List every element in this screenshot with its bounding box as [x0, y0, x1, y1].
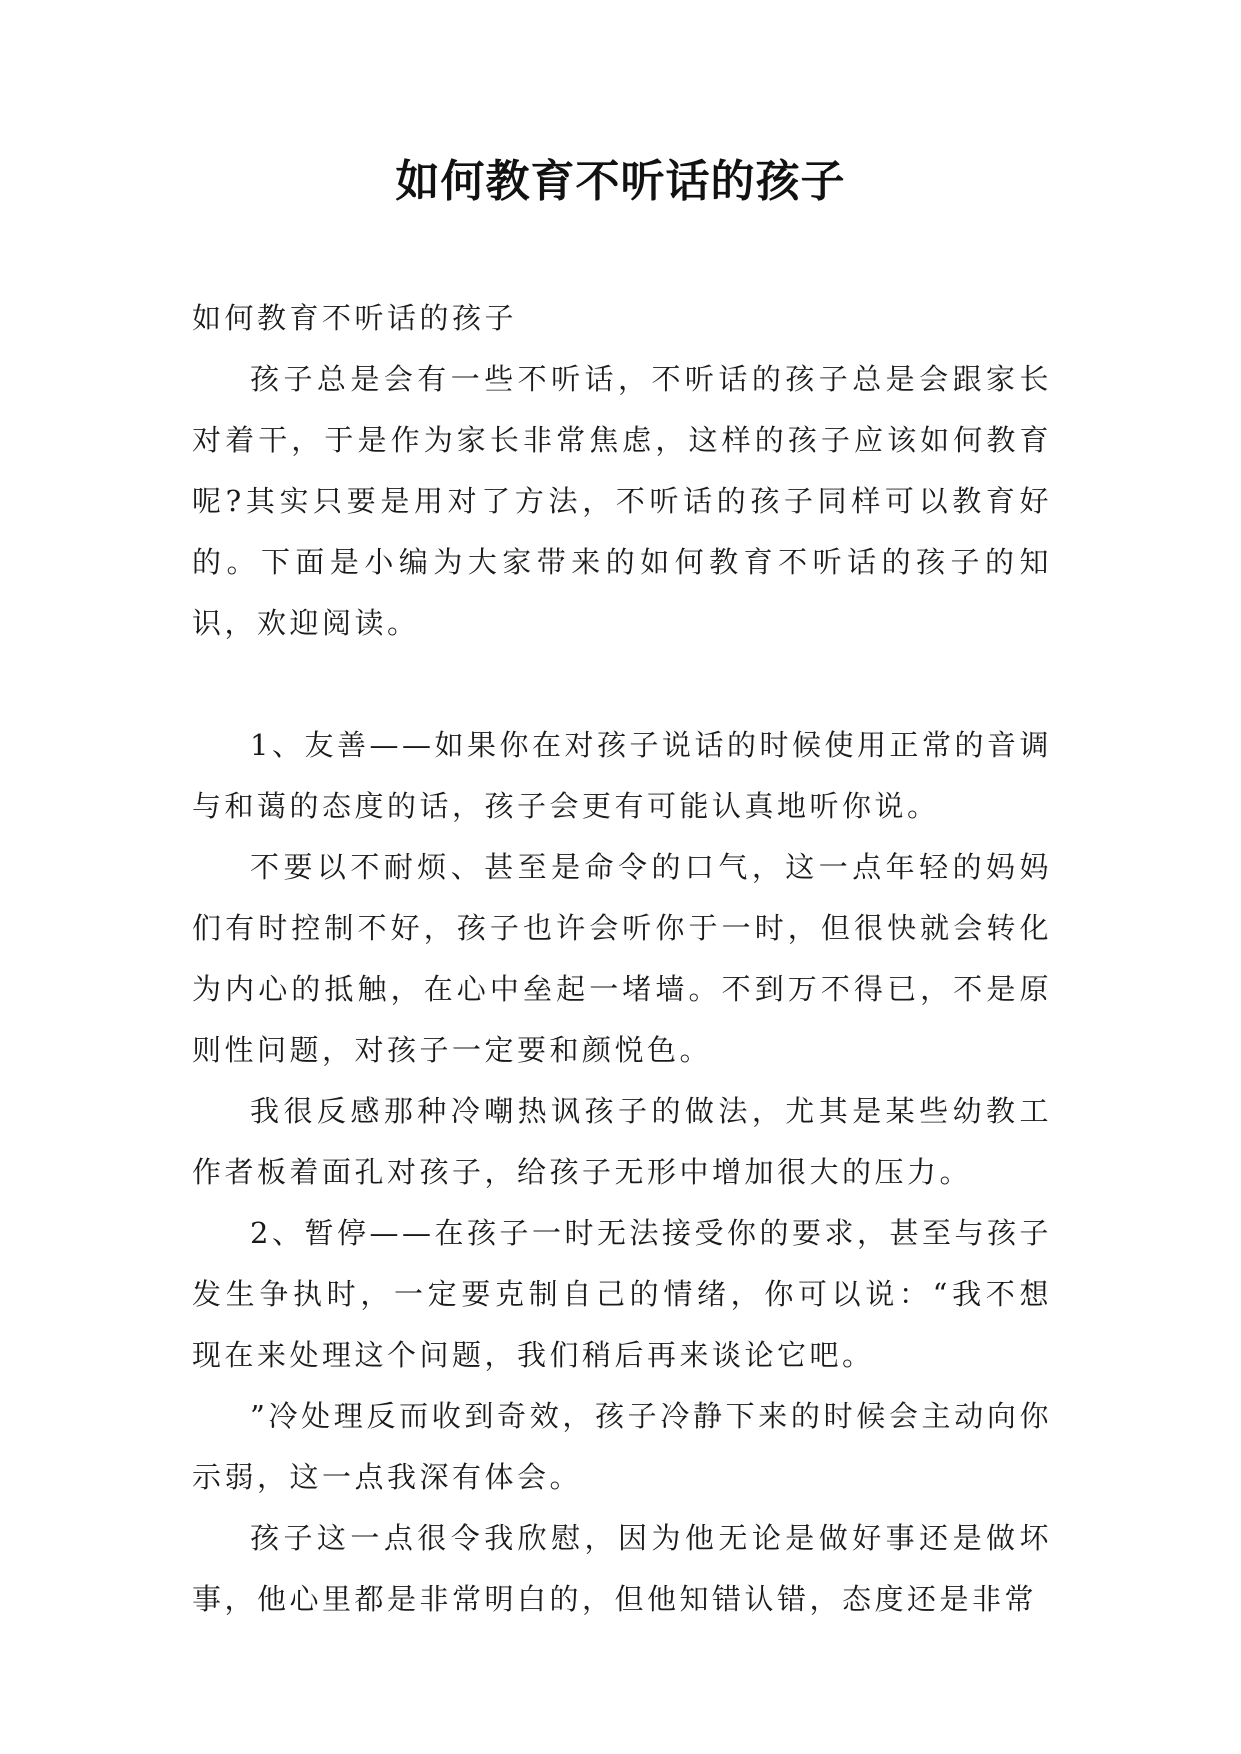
- document-title: 如何教育不听话的孩子: [395, 156, 846, 207]
- document-subtitle: 如何教育不听话的孩子: [192, 301, 518, 335]
- paragraph-no-impatience: 不要以不耐烦、甚至是命令的口气，这一点年轻的妈妈们有时控制不好，孩子也许会听你于一时，但很快就会转化为内心的抵触，在心中垒起一堵墙。不到万不得已，不是原则性问题，对孩子一定要和颜悦色。: [192, 850, 1052, 1067]
- paragraph-gap: [192, 654, 1052, 715]
- paragraph-cool-handling: ”冷处理反而收到奇效，孩子冷静下来的时候会主动向你示弱，这一点我深有体会。: [192, 1399, 1052, 1494]
- paragraph-sarcasm: 我很反感那种冷嘲热讽孩子的做法，尤其是某些幼教工作者板着面孔对孩子，给孩子无形中增加很大的压力。: [192, 1094, 1052, 1189]
- paragraph-gratified: 孩子这一点很令我欣慰，因为他无论是做好事还是做坏事，他心里都是非常明白的，但他知错认错，态度还是非常: [192, 1521, 1052, 1616]
- paragraph-intro: 孩子总是会有一些不听话，不听话的孩子总是会跟家长对着干，于是作为家长非常焦虑，这样的孩子应该如何教育呢?其实只要是用对了方法，不听话的孩子同样可以教育好的。下面是小编为大家带来的如何教育不听话的孩子的知识，欢迎阅读。: [192, 362, 1052, 640]
- document-body: [192, 288, 1052, 1630]
- paragraph-friendly: 1、友善——如果你在对孩子说话的时候使用正常的音调与和蔼的态度的话，孩子会更有可能认真地听你说。: [192, 728, 1052, 823]
- paragraph-pause: 2、暂停——在孩子一时无法接受你的要求，甚至与孩子发生争执时，一定要克制自己的情绪，你可以说：“我不想现在来处理这个问题，我们稍后再来谈论它吧。: [192, 1216, 1052, 1372]
